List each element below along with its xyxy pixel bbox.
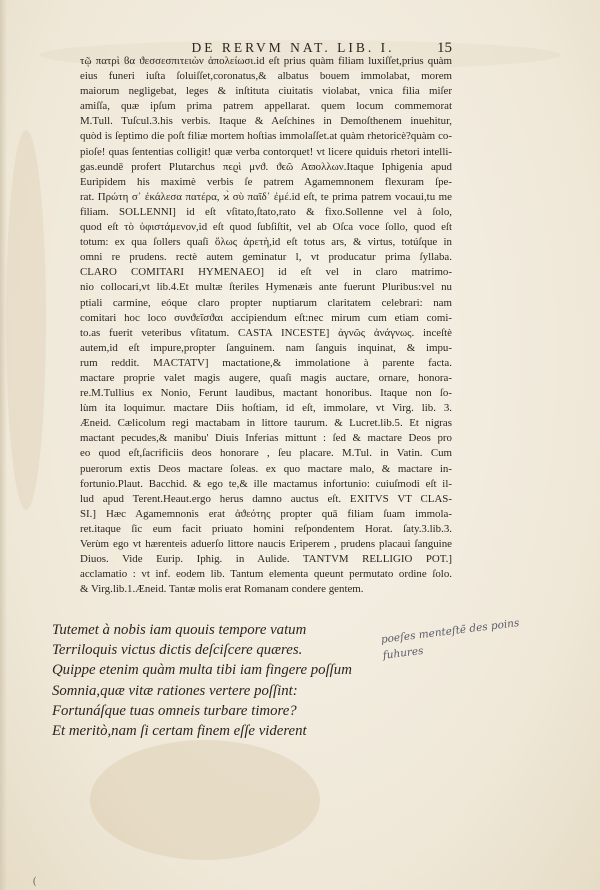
text-line: mactant pecudes,& manibu' Diuis Inferias mittunt : ſed & mactare Deos pro [80, 432, 452, 445]
verse-line: Terriloquis victus dictis deſciſcere quæres. [52, 642, 303, 659]
text-line: pioſe! quas ſententias colligit! quæ verba contorquet! vt licere quiduis rhetori intelli- [80, 145, 452, 158]
water-stain [90, 740, 320, 860]
water-stain [6, 130, 46, 510]
text-line: amiſſa, quæ ipſum prima patrem appellarat. quem locum commemorat [80, 100, 452, 113]
page-gutter [0, 0, 7, 890]
text-line: Diuos. Vide Eurip. Iphig. in Aulide. TANTVM RELLIGIO POT.] [80, 553, 452, 566]
text-line: Verùm ego vt hærenteis aduerſo littore naucis Eriperem , prudens placaui ſanguine [80, 538, 452, 550]
text-line: ret.itaque ſic eum facit priuato homini reſpondentem Horat. ſaty.3.lib.3. [80, 522, 452, 535]
verse-line: Somnia,quæ vitæ rationes vertere poſſint: [52, 682, 298, 699]
text-line: maiorum negligebat, leges & inſtituta ciuitatis violabat, vnica filia miſer [80, 85, 452, 98]
verse-line: Et meritò,nam ſi certam finem eſſe viderent [52, 723, 307, 740]
text-line: quod eſt τὸ ὑφιστάμενον,id eſt quod ſubſiſtit, vel ab Oſca voce ſollo, quod eſt [80, 221, 452, 234]
text-line: gas.eundē profert Plutarchus πϵϱὶ μνϑ. ϑϵῶ Αϖολλων.Itaque Iphigenia apud [80, 160, 452, 173]
text-line: autem,id eſt impure,propter ſanguinem. nam ſanguis inquinat, & impu- [80, 341, 452, 354]
text-line: lud apud Terent.Heaut.ergo herus damno auctus eſt. EXITVS VT CLAS- [80, 492, 452, 505]
commentary-text [80, 54, 452, 597]
running-head: DE RERVM NAT. LIB. I. [191, 40, 395, 55]
text-line: acclamatio : vt inf. eodem lib. Tantum elementa queunt permutato ordine ſolo. [80, 568, 452, 581]
text-line: lùm ita loquimur. mactare Diis hoſtiam, id eſt, immolare, vt Virg. lib. 3. [80, 402, 452, 415]
text-line: to.as fuerit veteribus vſitatum. CASTA INCESTE] ἀγνῶς ἀνάγνως. inceſtè [80, 326, 452, 339]
verse-line: Quippe etenim quàm multa tibi iam fingere poſſum [52, 662, 352, 679]
text-line: τῷ πατρὶ ϐα ϑεσσεσπιτειὼν ἀπολείωσι.id eſt prius quàm filiam luxiſſet,prius quàm [80, 55, 452, 67]
verse-block [52, 620, 372, 741]
note-line: poeſes menteſtẽ des poins [380, 617, 520, 646]
page-number: 15 [437, 40, 452, 56]
verse-line: Fortunáſque tuas omneis turbare timore? [52, 702, 297, 719]
text-line: puerorum extis Deos mactare ſoleas. ex quo mactare malo, & mactare in- [80, 462, 452, 475]
corner-mark: ( [33, 876, 37, 887]
text-line: ptiali carmine, eóque claro propter nuptiarum claritatem celebrari: nam [80, 296, 452, 309]
text-line: Æneid. Cælicolum regi mactabam in littore taurum. & Lucret.lib.5. Et nigras [80, 417, 452, 430]
text-line: comitari hoc loco συνϑεῖσϑαι accipiendum eſt:nec mirum cum etiam comi- [80, 311, 452, 324]
text-line: & Virg.lib.1.Æneid. Tantæ molis erat Romanam condere gentem. [80, 583, 364, 596]
text-line: Euripidem his maximè verbis ſe patrem Agamemnonem flexuram ſpe- [80, 175, 452, 188]
text-line: fortunio.Plaut. Bacchid. & ego te,& ille mactamus infortunio: cuiuſmodi eſt il- [80, 477, 452, 490]
text-line: omni re prudens. rectè autem geminatur l, vt producatur prima ſyllaba. [80, 251, 452, 264]
verse-line: Tutemet à nobis iam quouis tempore vatum [52, 622, 307, 638]
text-line: re.M.Tullius ex Nonio, Ferunt laudibus, mactant honoribus. Itaque non ſo- [80, 387, 452, 400]
text-line: rum reddit. MACTATV] mactatione,& immolatione à parente facta. [80, 356, 452, 369]
text-line: CLARO COMITARI HYMENAEO] id eſt vel in claro matrimo- [80, 266, 452, 279]
text-line: rat. Πρώτη σ᾽ ἐκάλεσα πατέρα, ϰ̀ σὺ παῖδ᾽ ἐμέ.id eſt, te prima patrem vocaui,tu me [80, 190, 452, 203]
handwritten-marginal-note [380, 608, 582, 664]
text-line: mactare proprie valet magis augere, quaſi magis auctare, ornare, honora- [80, 371, 452, 384]
text-line: M.Tull. Tuſcul.3.his verbis. Itaque & Aeſchines in Demoſthenem inuehitur, [80, 115, 452, 128]
text-line: filiam. SOLLENNI] id eſt vſitato,ſtato,rato & fixo.Sollenne vel à ſolo, [80, 205, 452, 218]
text-line: quòd is ſeptimo die poſt filiæ mortem hoſtias immolaſſet.at quàm rhetoricè?quàm co- [80, 130, 452, 143]
text-line: totum: ex qua ſollers quaſi ὅλως ἀρετὴ,id eſt totus ars, & virtus, totúſque in [80, 236, 452, 249]
note-line: fuhures [382, 644, 425, 662]
text-line: eo quod eſt,ſacrificiis deos honorare , ſeu placare. M.Tul. in Vatin. Cum [80, 447, 452, 460]
text-line: SI.] Hæc Agamemnonis erat ἀϑεότης propter quā filiam ſuam immola- [80, 507, 452, 520]
text-line: eius funeri iuſta ſoluiſſet,coronatus,& albatus bouem immolabat, morem [80, 70, 452, 83]
text-line: nio collocari,vt lib.4.Et multæ ſteriles Hymenæis ante fuerunt Pluribus:vel nu [80, 281, 452, 294]
